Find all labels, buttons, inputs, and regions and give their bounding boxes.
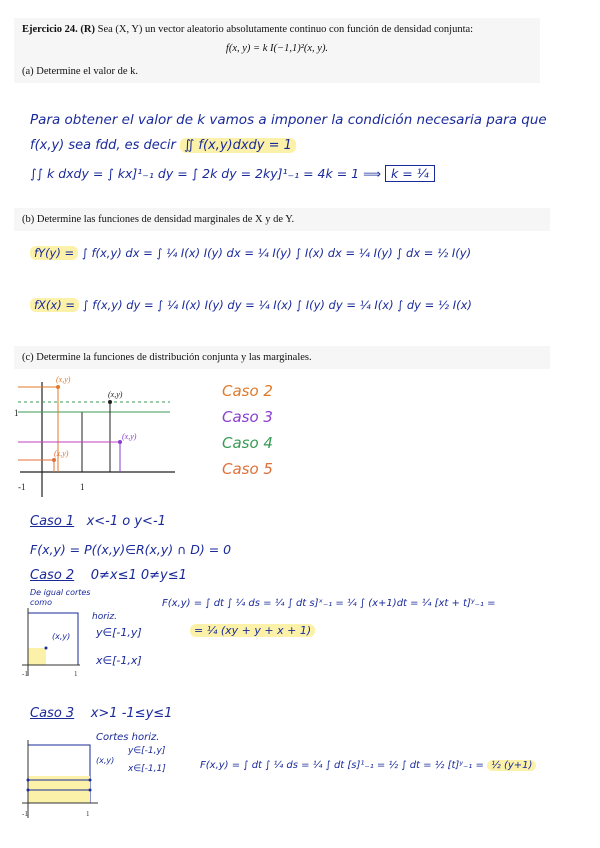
- caso1-condition: x<-1 o y<-1: [86, 514, 166, 529]
- caso3-one: 1: [86, 810, 90, 818]
- caso3-neg1: -1: [22, 810, 28, 818]
- caso2-range-x: x∈[-1,x]: [96, 654, 142, 667]
- part-a-line1: Para obtener el valor de k vamos a imponer la condición necesaria para que: [30, 112, 547, 128]
- caso1-label: Caso 1: [30, 514, 75, 529]
- caso2-label: Caso 2: [30, 568, 75, 583]
- part-c-question: (c) Determine la funciones de distribución conjunta y las marginales.: [14, 346, 550, 369]
- caso1-header: [30, 514, 166, 529]
- part-a-integral: ∫∫ k dxdy = ∫ kx]¹₋₁ dy = ∫ 2k dy = 2ky]¹₋₁ = 4k = 1 ⟹: [30, 166, 382, 181]
- caso2-condition: 0≠x≤1 0≠y≤1: [90, 568, 187, 583]
- caso2-note1: De igual cortes: [30, 588, 91, 597]
- caso3-formula-text: F(x,y) = ∫ dt ∫ ¼ ds = ¼ ∫ dt [s]¹₋₁ = ½ ∫ dt = ½ [t]ʸ₋₁ =: [200, 760, 484, 771]
- part-a-question: (a) Determine el valor de k.: [22, 66, 139, 77]
- exercise-intro: [22, 22, 532, 37]
- part-b-question: (b) Determine las funciones de densidad marginales de X y de Y.: [14, 208, 550, 231]
- caso1-formula: F(x,y) = P((x,y)∈R(x,y) ∩ D) = 0: [30, 542, 232, 557]
- fx-formula: ∫ f(x,y) dy = ∫ ¼ I(x) I(y) dy = ¼ I(x) ∫ I(y) dy = ¼ I(x) ∫ dy = ½ I(x): [82, 298, 472, 312]
- caso3-header: [30, 706, 172, 721]
- density-formula: f(x, y) = k I(−1,1)²(x, y).: [225, 43, 329, 54]
- tick-one-y: 1: [14, 408, 19, 418]
- caso2-range-y: y∈[-1,y]: [96, 626, 142, 639]
- k-result: k = ¼: [385, 165, 435, 182]
- fy-marginal: [30, 246, 471, 260]
- legend-caso-5: Caso 5: [222, 460, 273, 478]
- part-a-line2-prefix: f(x,y) sea fdd, es decir: [30, 138, 176, 153]
- diagram-pt-label: (x,y): [108, 390, 123, 399]
- caso3-result: ½ (y+1): [487, 760, 536, 771]
- caso3-diagram: [20, 740, 100, 820]
- point-caso3: [108, 400, 112, 404]
- caso2-diagram: [20, 608, 80, 678]
- legend-caso-3: Caso 3: [222, 408, 273, 426]
- point-caso5: [52, 458, 56, 462]
- diagram-pt-label: (x,y): [54, 449, 69, 458]
- caso2-result-value: = ¼ (xy + y + x + 1): [190, 624, 315, 637]
- part-a-line2: [30, 138, 296, 153]
- exercise-title: Ejercicio 24. (R): [22, 24, 95, 35]
- caso2-one: 1: [74, 670, 78, 678]
- caso2-formula: F(x,y) = ∫ dt ∫ ¼ ds = ¼ ∫ dt s]ˣ₋₁ = ¼ ∫ (x+1)dt = ¼ [xt + t]ʸ₋₁ =: [162, 598, 496, 609]
- caso3-label: Caso 3: [30, 706, 75, 721]
- caso3-note1: Cortes horiz.: [96, 732, 160, 743]
- fx-marginal: [30, 298, 472, 312]
- caso3-range-y: y∈[-1,y]: [128, 746, 166, 756]
- caso2-pt: (x,y): [52, 632, 71, 641]
- caso3-formula: [200, 760, 536, 771]
- tick-one-x: 1: [80, 482, 85, 492]
- part-a-line3: [30, 166, 435, 181]
- caso2-neg1: -1: [22, 670, 28, 678]
- caso2-note2: como: [30, 598, 52, 607]
- caso3-pt: (x,y): [96, 756, 115, 765]
- regions-diagram: [10, 372, 180, 502]
- caso2-result: [190, 624, 315, 637]
- point-caso4: [56, 385, 60, 389]
- fy-formula: ∫ f(x,y) dx = ∫ ¼ I(x) I(y) dx = ¼ I(y) ∫ I(x) dx = ¼ I(y) ∫ dx = ½ I(y): [81, 246, 472, 260]
- diagram-pt-label: (x,y): [56, 375, 71, 384]
- exercise-intro-text: Sea (X, Y) un vector aleatorio absolutamente continuo con función de densidad conjunta:: [97, 24, 474, 35]
- caso3-range-x: x∈[-1,1]: [128, 764, 166, 774]
- legend-caso-4: Caso 4: [222, 434, 273, 452]
- tick-neg-x: -1: [18, 482, 26, 492]
- diagram-pt-label: (x,y): [122, 432, 137, 441]
- normalization-condition: ∬ f(x,y)dxdy = 1: [180, 138, 296, 153]
- legend-caso-2: Caso 2: [222, 382, 273, 400]
- exercise-header: [14, 18, 540, 83]
- caso2-header: [30, 568, 187, 583]
- fy-label: fY(y) =: [30, 246, 78, 260]
- caso3-condition: x>1 -1≤y≤1: [90, 706, 173, 721]
- fx-label: fX(x) =: [30, 298, 79, 312]
- caso2-horiz: horiz.: [92, 612, 117, 622]
